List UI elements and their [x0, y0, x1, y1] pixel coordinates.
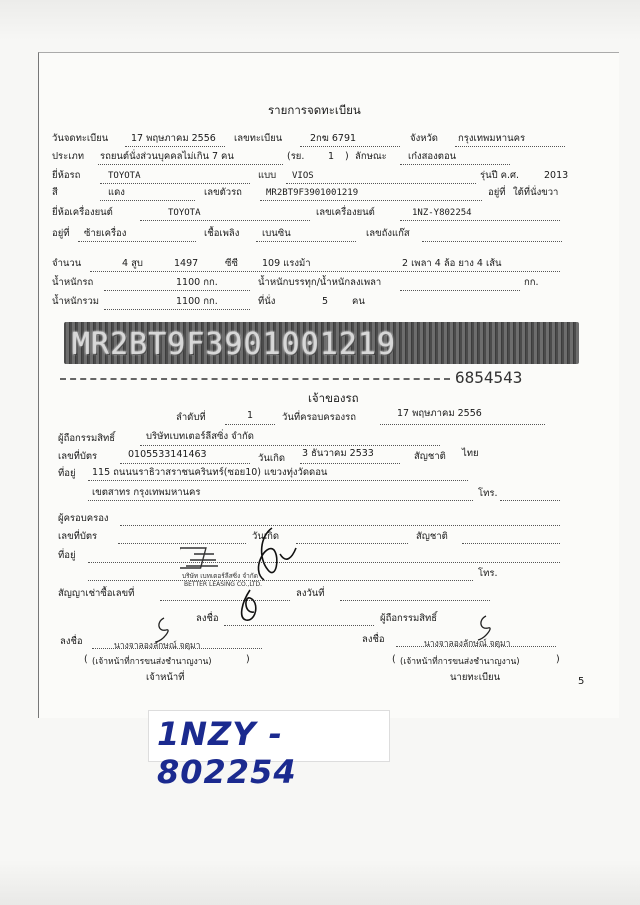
officer-role: เจ้าหน้าที่: [146, 672, 185, 683]
order-label: ลำดับที่: [176, 412, 206, 423]
dotted-line: [256, 241, 356, 242]
handwritten-engine-text: 1NZY - 802254: [157, 715, 297, 791]
owner-heading: เจ้าของรถ: [308, 391, 359, 405]
type-label: ประเภท: [52, 151, 85, 162]
page-number-bottom: 5: [578, 676, 585, 687]
address2-label: ที่อยู่: [58, 550, 76, 561]
vin-rubbing-text: MR2BT9F3901001219: [72, 327, 397, 362]
dotted-line: [500, 500, 560, 501]
total-weight-label: น้ำหนักรวม: [52, 296, 100, 307]
chassis-label: เลขตัวรถ: [204, 187, 242, 198]
engine-loc-value: ซ้ายเครื่อง: [84, 228, 127, 239]
registrar-close-paren: ): [556, 654, 560, 665]
year-label: รุ่นปี ค.ศ.: [480, 170, 520, 181]
fuel-label: เชื้อเพลิง: [204, 228, 240, 239]
vin-rubbing-strip: [64, 322, 579, 364]
engine-loc-label: อยู่ที่: [52, 228, 70, 239]
order-value: 1: [247, 410, 254, 421]
company-stamp-signature: [180, 518, 330, 628]
dotted-line: [422, 241, 562, 242]
officer-close-paren: ): [246, 654, 250, 665]
engine-brand-label: ยี่ห้อเครื่องยนต์: [52, 207, 113, 218]
registrar-role: นายทะเบียน: [450, 672, 501, 683]
gas-tank-label: เลขถังแก๊ส: [366, 228, 410, 239]
dotted-line: [140, 220, 310, 221]
province-value: กรุงเทพมหานคร: [458, 133, 526, 144]
dotted-line: [90, 271, 560, 272]
birth-value: 3 ธันวาคม 2533: [302, 448, 374, 459]
axle-value: 2 เพลา 4 ล้อ ยาง 4 เส้น: [402, 258, 502, 269]
birth-label: วันเกิด: [258, 453, 285, 464]
dotted-line: [224, 625, 374, 626]
dotted-line: [78, 241, 196, 242]
dotted-line: [300, 146, 400, 147]
dotted-line: [260, 200, 482, 201]
stamp-text-en: BETTER LEASING CO.,LTD.: [184, 581, 263, 588]
weight-value: 1100 กก.: [176, 277, 218, 288]
birth2-label: วันเกิด: [252, 531, 279, 542]
color-value: แดง: [108, 187, 125, 198]
ry-close: ): [345, 151, 349, 162]
cc-value: 1497: [174, 258, 199, 269]
weight-label: น้ำหนักรถ: [52, 277, 94, 288]
style-value: เก๋งสองตอน: [408, 151, 457, 162]
own-date-label: วันที่ครอบครองรถ: [282, 412, 356, 423]
dotted-line: [462, 543, 560, 544]
seat-value: 5: [322, 296, 329, 307]
horsepower-value: 109 แรงม้า: [262, 258, 311, 269]
chassis-loc-value: ใต้ที่นั่งขวา: [513, 187, 559, 198]
holder-label: ผู้ถือกรรมสิทธิ์: [58, 433, 116, 444]
dotted-line: [140, 445, 440, 446]
dotted-line: [98, 164, 283, 165]
dotted-line: [104, 309, 250, 310]
brand-value: TOYOTA: [108, 171, 141, 181]
load-label: น้ำหนักบรรทุก/น้ำหนักลงเพลา: [258, 277, 382, 288]
possessor-label: ผู้ครอบครอง: [58, 513, 109, 524]
address-line-1: 115 ถนนนราธิวาสราชนครินทร์(ซอย10) แขวงทุ่งวัดดอน: [92, 467, 328, 478]
dotted-line: [400, 164, 510, 165]
seat-label: ที่นั่ง: [258, 296, 276, 307]
registrar-name: นางจาลองลักษณ์ จตุมา: [424, 639, 511, 649]
signature-stroke: [242, 590, 256, 620]
dotted-line: [225, 424, 275, 425]
lease-label: สัญญาเช่าซื้อเลขที่: [58, 588, 135, 599]
dotted-line: [104, 290, 250, 291]
officer-open-paren: (: [84, 654, 88, 665]
tape-edge: [60, 378, 450, 380]
lease-date-label: ลงวันที่: [296, 588, 325, 599]
vin-fragment: 6854543: [455, 368, 523, 387]
id2-label: เลขที่บัตร: [58, 531, 98, 542]
type-value: รถยนต์นั่งส่วนบุคคลไม่เกิน 7 คน: [100, 151, 234, 162]
sign-label-holder: ลงชื่อ: [196, 613, 219, 624]
fuel-value: เบนซิน: [262, 228, 291, 239]
dotted-line: [88, 500, 473, 501]
dotted-line: [88, 480, 468, 481]
dotted-line: [125, 146, 225, 147]
plate-label: เลขทะเบียน: [234, 133, 283, 144]
engine-brand-value: TOYOTA: [168, 208, 201, 218]
chassis-value: MR2BT9F3901001219: [266, 188, 359, 198]
id-value: 0105533141463: [128, 449, 207, 460]
seat-unit: คน: [352, 296, 365, 307]
sign-label-registrar: ลงชื่อ: [362, 634, 385, 645]
tel-label: โทร.: [478, 488, 498, 499]
total-weight-value: 1100 กก.: [176, 296, 218, 307]
year-value: 2013: [544, 170, 569, 181]
reg-date-value: 17 พฤษภาคม 2556: [131, 133, 216, 144]
dotted-line: [100, 200, 195, 201]
chassis-loc-label: อยู่ที่: [488, 187, 506, 198]
dotted-line: [286, 183, 476, 184]
cylinder-value: 4 สูบ: [122, 258, 143, 269]
plate-value: 2กฆ 6791: [310, 133, 357, 144]
signature-stroke: [258, 528, 296, 580]
sign-label-officer: ลงชื่อ: [60, 636, 83, 647]
nationality2-label: สัญชาติ: [416, 531, 448, 542]
count-label: จำนวน: [52, 258, 82, 269]
registrar-title: (เจ้าหน้าที่การขนส่งชำนาญงาน): [400, 657, 520, 667]
style-label: ลักษณะ: [355, 151, 387, 162]
own-date-value: 17 พฤษภาคม 2556: [397, 408, 482, 419]
dotted-line: [340, 600, 490, 601]
dotted-line: [100, 183, 250, 184]
dotted-line: [400, 220, 560, 221]
nationality-label: สัญชาติ: [414, 451, 446, 462]
dotted-line: [455, 146, 565, 147]
engine-no-value: 1NZ-Y802254: [412, 208, 472, 218]
ry-label: (รย.: [287, 151, 305, 162]
registrar-signature: [472, 614, 502, 644]
engine-no-label: เลขเครื่องยนต์: [316, 207, 375, 218]
brand-label: ยี่ห้อรถ: [52, 170, 81, 181]
dotted-line: [400, 290, 520, 291]
province-label: จังหวัด: [410, 133, 438, 144]
holder-sign-label: ผู้ถือกรรมสิทธิ์: [380, 613, 438, 624]
document-title: รายการจดทะเบียน: [268, 103, 361, 117]
tel2-label: โทร.: [478, 568, 498, 579]
company-logo-icon: [180, 548, 218, 568]
registrar-open-paren: (: [392, 654, 396, 665]
model-label: แบบ: [258, 170, 277, 181]
id-label: เลขที่บัตร: [58, 451, 98, 462]
address-label: ที่อยู่: [58, 468, 76, 479]
holder-value: บริษัทเบทเตอร์ลีสซิ่ง จำกัด: [146, 431, 254, 442]
model-value: VIOS: [292, 171, 314, 181]
officer-signature: [150, 616, 180, 646]
officer-title: (เจ้าหน้าที่การขนส่งชำนาญงาน): [92, 657, 212, 667]
load-unit: กก.: [524, 277, 539, 288]
dotted-line: [120, 463, 250, 464]
dotted-line: [380, 424, 545, 425]
nationality-value: ไทย: [462, 448, 479, 459]
address-line-2: เขตสาทร กรุงเทพมหานคร: [92, 487, 201, 498]
dotted-line: [300, 463, 400, 464]
handwritten-engine-label: [148, 710, 390, 791]
stamp-text: บริษัท เบทเตอร์ลีสซิ่ง จำกัด: [182, 572, 258, 580]
officer-name: นางจาลองลักษณ์ จตุมา: [114, 641, 201, 651]
reg-date-label: วันจดทะเบียน: [52, 133, 109, 144]
color-label: สี: [52, 187, 58, 198]
ry-value: 1: [328, 151, 335, 162]
cc-label: ซีซี: [225, 258, 238, 269]
